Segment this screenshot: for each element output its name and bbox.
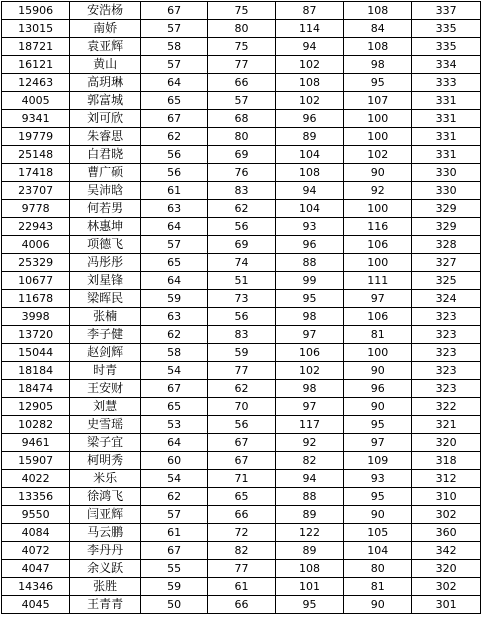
name-cell: 朱睿思 <box>70 128 141 146</box>
table-row <box>2 470 481 488</box>
score-3-cell: 92 <box>275 434 344 452</box>
student-id-cell: 15906 <box>2 2 70 20</box>
student-id-cell: 18474 <box>2 380 70 398</box>
score-2-cell: 62 <box>208 380 275 398</box>
name-cell: 郭富城 <box>70 92 141 110</box>
score-1-cell: 65 <box>141 92 208 110</box>
score-3-cell: 114 <box>275 20 344 38</box>
score-1-cell: 62 <box>141 488 208 506</box>
student-id-cell: 17418 <box>2 164 70 182</box>
table-row <box>2 362 481 380</box>
score-3-cell: 117 <box>275 416 344 434</box>
table-row <box>2 38 481 56</box>
table-row <box>2 578 481 596</box>
score-table-body <box>2 2 481 614</box>
table-row <box>2 146 481 164</box>
total-cell: 325 <box>412 272 481 290</box>
score-1-cell: 63 <box>141 200 208 218</box>
student-id-cell: 10282 <box>2 416 70 434</box>
score-3-cell: 89 <box>275 128 344 146</box>
table-row <box>2 272 481 290</box>
score-4-cell: 81 <box>344 578 412 596</box>
name-cell: 马云鹏 <box>70 524 141 542</box>
table-row <box>2 92 481 110</box>
table-row <box>2 452 481 470</box>
table-row <box>2 560 481 578</box>
score-4-cell: 98 <box>344 56 412 74</box>
score-3-cell: 101 <box>275 578 344 596</box>
score-3-cell: 98 <box>275 308 344 326</box>
name-cell: 梁子宜 <box>70 434 141 452</box>
score-3-cell: 89 <box>275 506 344 524</box>
score-2-cell: 77 <box>208 56 275 74</box>
score-4-cell: 100 <box>344 128 412 146</box>
student-id-cell: 4047 <box>2 560 70 578</box>
score-3-cell: 106 <box>275 344 344 362</box>
score-2-cell: 66 <box>208 506 275 524</box>
table-row <box>2 542 481 560</box>
name-cell: 张胜 <box>70 578 141 596</box>
score-1-cell: 56 <box>141 164 208 182</box>
score-1-cell: 57 <box>141 236 208 254</box>
table-row <box>2 488 481 506</box>
table-row <box>2 326 481 344</box>
score-3-cell: 108 <box>275 164 344 182</box>
score-2-cell: 75 <box>208 38 275 56</box>
score-4-cell: 93 <box>344 470 412 488</box>
score-2-cell: 74 <box>208 254 275 272</box>
score-2-cell: 82 <box>208 542 275 560</box>
score-2-cell: 69 <box>208 146 275 164</box>
score-2-cell: 70 <box>208 398 275 416</box>
score-3-cell: 108 <box>275 74 344 92</box>
score-2-cell: 65 <box>208 488 275 506</box>
table-row <box>2 56 481 74</box>
name-cell: 柯明秀 <box>70 452 141 470</box>
score-3-cell: 104 <box>275 146 344 164</box>
table-row <box>2 164 481 182</box>
name-cell: 史雪瑶 <box>70 416 141 434</box>
score-3-cell: 95 <box>275 290 344 308</box>
student-id-cell: 12905 <box>2 398 70 416</box>
total-cell: 321 <box>412 416 481 434</box>
score-1-cell: 60 <box>141 452 208 470</box>
student-id-cell: 12463 <box>2 74 70 92</box>
name-cell: 刘慧 <box>70 398 141 416</box>
score-3-cell: 94 <box>275 38 344 56</box>
student-id-cell: 11678 <box>2 290 70 308</box>
score-3-cell: 97 <box>275 326 344 344</box>
score-1-cell: 50 <box>141 596 208 614</box>
table-row <box>2 200 481 218</box>
score-4-cell: 81 <box>344 326 412 344</box>
table-row <box>2 218 481 236</box>
score-3-cell: 96 <box>275 110 344 128</box>
name-cell: 袁亚辉 <box>70 38 141 56</box>
score-3-cell: 94 <box>275 182 344 200</box>
name-cell: 闫亚辉 <box>70 506 141 524</box>
table-row <box>2 128 481 146</box>
score-3-cell: 122 <box>275 524 344 542</box>
name-cell: 李子健 <box>70 326 141 344</box>
score-3-cell: 102 <box>275 92 344 110</box>
score-1-cell: 61 <box>141 182 208 200</box>
score-4-cell: 95 <box>344 416 412 434</box>
score-3-cell: 102 <box>275 56 344 74</box>
score-1-cell: 64 <box>141 434 208 452</box>
name-cell: 何若男 <box>70 200 141 218</box>
score-3-cell: 93 <box>275 218 344 236</box>
name-cell: 李丹丹 <box>70 542 141 560</box>
table-row <box>2 236 481 254</box>
score-3-cell: 94 <box>275 470 344 488</box>
name-cell: 林惠坤 <box>70 218 141 236</box>
name-cell: 刘可欣 <box>70 110 141 128</box>
name-cell: 赵剑辉 <box>70 344 141 362</box>
score-4-cell: 97 <box>344 434 412 452</box>
score-table <box>1 1 481 614</box>
score-3-cell: 108 <box>275 560 344 578</box>
score-3-cell: 102 <box>275 362 344 380</box>
score-1-cell: 67 <box>141 380 208 398</box>
score-4-cell: 100 <box>344 110 412 128</box>
score-4-cell: 100 <box>344 254 412 272</box>
total-cell: 324 <box>412 290 481 308</box>
name-cell: 梁晖民 <box>70 290 141 308</box>
score-4-cell: 105 <box>344 524 412 542</box>
table-row <box>2 182 481 200</box>
name-cell: 白君晓 <box>70 146 141 164</box>
score-3-cell: 88 <box>275 254 344 272</box>
score-1-cell: 55 <box>141 560 208 578</box>
score-3-cell: 88 <box>275 488 344 506</box>
total-cell: 335 <box>412 38 481 56</box>
total-cell: 337 <box>412 2 481 20</box>
score-2-cell: 61 <box>208 578 275 596</box>
table-row <box>2 110 481 128</box>
score-4-cell: 100 <box>344 200 412 218</box>
score-1-cell: 54 <box>141 362 208 380</box>
score-1-cell: 57 <box>141 20 208 38</box>
name-cell: 时青 <box>70 362 141 380</box>
table-row <box>2 434 481 452</box>
total-cell: 323 <box>412 326 481 344</box>
score-2-cell: 67 <box>208 434 275 452</box>
score-2-cell: 80 <box>208 128 275 146</box>
total-cell: 331 <box>412 92 481 110</box>
student-id-cell: 25148 <box>2 146 70 164</box>
score-4-cell: 106 <box>344 236 412 254</box>
score-4-cell: 109 <box>344 452 412 470</box>
score-1-cell: 67 <box>141 110 208 128</box>
name-cell: 吴沛晗 <box>70 182 141 200</box>
score-2-cell: 75 <box>208 2 275 20</box>
score-4-cell: 106 <box>344 308 412 326</box>
student-id-cell: 10677 <box>2 272 70 290</box>
total-cell: 312 <box>412 470 481 488</box>
name-cell: 项德飞 <box>70 236 141 254</box>
student-id-cell: 13356 <box>2 488 70 506</box>
student-id-cell: 4072 <box>2 542 70 560</box>
student-id-cell: 9550 <box>2 506 70 524</box>
score-4-cell: 96 <box>344 380 412 398</box>
score-3-cell: 89 <box>275 542 344 560</box>
score-1-cell: 65 <box>141 398 208 416</box>
score-2-cell: 69 <box>208 236 275 254</box>
total-cell: 302 <box>412 506 481 524</box>
total-cell: 301 <box>412 596 481 614</box>
score-1-cell: 59 <box>141 578 208 596</box>
score-1-cell: 53 <box>141 416 208 434</box>
score-2-cell: 76 <box>208 164 275 182</box>
total-cell: 323 <box>412 308 481 326</box>
name-cell: 徐鸿飞 <box>70 488 141 506</box>
total-cell: 323 <box>412 380 481 398</box>
score-4-cell: 107 <box>344 92 412 110</box>
table-row <box>2 506 481 524</box>
score-4-cell: 108 <box>344 38 412 56</box>
name-cell: 高玥琳 <box>70 74 141 92</box>
score-1-cell: 62 <box>141 326 208 344</box>
student-id-cell: 4084 <box>2 524 70 542</box>
student-id-cell: 25329 <box>2 254 70 272</box>
score-4-cell: 80 <box>344 560 412 578</box>
table-row <box>2 290 481 308</box>
total-cell: 331 <box>412 110 481 128</box>
table-row <box>2 416 481 434</box>
name-cell: 王青青 <box>70 596 141 614</box>
table-row <box>2 344 481 362</box>
score-1-cell: 56 <box>141 146 208 164</box>
score-3-cell: 97 <box>275 398 344 416</box>
total-cell: 322 <box>412 398 481 416</box>
score-2-cell: 56 <box>208 308 275 326</box>
student-id-cell: 18721 <box>2 38 70 56</box>
name-cell: 王安财 <box>70 380 141 398</box>
total-cell: 320 <box>412 434 481 452</box>
name-cell: 安浩杨 <box>70 2 141 20</box>
student-id-cell: 23707 <box>2 182 70 200</box>
name-cell: 刘星锋 <box>70 272 141 290</box>
total-cell: 333 <box>412 74 481 92</box>
table-row <box>2 254 481 272</box>
score-2-cell: 59 <box>208 344 275 362</box>
score-4-cell: 90 <box>344 506 412 524</box>
score-3-cell: 104 <box>275 200 344 218</box>
score-2-cell: 77 <box>208 560 275 578</box>
table-row <box>2 596 481 614</box>
score-4-cell: 100 <box>344 344 412 362</box>
score-3-cell: 96 <box>275 236 344 254</box>
name-cell: 曹广硕 <box>70 164 141 182</box>
score-4-cell: 90 <box>344 596 412 614</box>
score-3-cell: 95 <box>275 596 344 614</box>
score-3-cell: 82 <box>275 452 344 470</box>
score-4-cell: 116 <box>344 218 412 236</box>
score-3-cell: 98 <box>275 380 344 398</box>
score-1-cell: 62 <box>141 128 208 146</box>
total-cell: 328 <box>412 236 481 254</box>
score-1-cell: 58 <box>141 344 208 362</box>
student-id-cell: 15907 <box>2 452 70 470</box>
total-cell: 323 <box>412 344 481 362</box>
total-cell: 331 <box>412 128 481 146</box>
student-id-cell: 9461 <box>2 434 70 452</box>
score-2-cell: 56 <box>208 218 275 236</box>
student-id-cell: 9341 <box>2 110 70 128</box>
student-id-cell: 15044 <box>2 344 70 362</box>
total-cell: 334 <box>412 56 481 74</box>
score-1-cell: 57 <box>141 506 208 524</box>
student-id-cell: 18184 <box>2 362 70 380</box>
total-cell: 330 <box>412 164 481 182</box>
table-row <box>2 380 481 398</box>
score-1-cell: 64 <box>141 74 208 92</box>
total-cell: 327 <box>412 254 481 272</box>
name-cell: 南娇 <box>70 20 141 38</box>
total-cell: 331 <box>412 146 481 164</box>
student-id-cell: 13720 <box>2 326 70 344</box>
score-4-cell: 90 <box>344 398 412 416</box>
total-cell: 335 <box>412 20 481 38</box>
name-cell: 冯彤彤 <box>70 254 141 272</box>
score-3-cell: 99 <box>275 272 344 290</box>
student-id-cell: 13015 <box>2 20 70 38</box>
score-1-cell: 67 <box>141 2 208 20</box>
student-id-cell: 16121 <box>2 56 70 74</box>
score-1-cell: 61 <box>141 524 208 542</box>
score-4-cell: 97 <box>344 290 412 308</box>
score-1-cell: 67 <box>141 542 208 560</box>
student-id-cell: 4022 <box>2 470 70 488</box>
student-id-cell: 22943 <box>2 218 70 236</box>
score-2-cell: 62 <box>208 200 275 218</box>
score-4-cell: 92 <box>344 182 412 200</box>
total-cell: 310 <box>412 488 481 506</box>
total-cell: 323 <box>412 362 481 380</box>
student-id-cell: 9778 <box>2 200 70 218</box>
score-4-cell: 102 <box>344 146 412 164</box>
score-1-cell: 65 <box>141 254 208 272</box>
score-2-cell: 66 <box>208 596 275 614</box>
score-2-cell: 73 <box>208 290 275 308</box>
table-row <box>2 20 481 38</box>
score-2-cell: 67 <box>208 452 275 470</box>
student-id-cell: 4005 <box>2 92 70 110</box>
table-row <box>2 524 481 542</box>
score-4-cell: 90 <box>344 164 412 182</box>
score-2-cell: 51 <box>208 272 275 290</box>
score-1-cell: 64 <box>141 272 208 290</box>
score-4-cell: 95 <box>344 488 412 506</box>
score-2-cell: 57 <box>208 92 275 110</box>
score-1-cell: 57 <box>141 56 208 74</box>
score-2-cell: 80 <box>208 20 275 38</box>
total-cell: 302 <box>412 578 481 596</box>
name-cell: 余义跃 <box>70 560 141 578</box>
score-4-cell: 95 <box>344 74 412 92</box>
student-id-cell: 19779 <box>2 128 70 146</box>
score-4-cell: 104 <box>344 542 412 560</box>
total-cell: 329 <box>412 218 481 236</box>
table-row <box>2 308 481 326</box>
student-id-cell: 4045 <box>2 596 70 614</box>
score-2-cell: 71 <box>208 470 275 488</box>
total-cell: 318 <box>412 452 481 470</box>
total-cell: 320 <box>412 560 481 578</box>
table-row <box>2 398 481 416</box>
score-1-cell: 59 <box>141 290 208 308</box>
student-id-cell: 3998 <box>2 308 70 326</box>
score-4-cell: 111 <box>344 272 412 290</box>
score-1-cell: 64 <box>141 218 208 236</box>
total-cell: 329 <box>412 200 481 218</box>
total-cell: 360 <box>412 524 481 542</box>
score-2-cell: 56 <box>208 416 275 434</box>
student-id-cell: 14346 <box>2 578 70 596</box>
score-2-cell: 68 <box>208 110 275 128</box>
total-cell: 342 <box>412 542 481 560</box>
table-row <box>2 74 481 92</box>
score-3-cell: 87 <box>275 2 344 20</box>
name-cell: 米乐 <box>70 470 141 488</box>
total-cell: 330 <box>412 182 481 200</box>
score-1-cell: 54 <box>141 470 208 488</box>
name-cell: 黄山 <box>70 56 141 74</box>
score-2-cell: 77 <box>208 362 275 380</box>
score-2-cell: 72 <box>208 524 275 542</box>
score-4-cell: 90 <box>344 362 412 380</box>
score-1-cell: 63 <box>141 308 208 326</box>
table-row <box>2 2 481 20</box>
score-1-cell: 58 <box>141 38 208 56</box>
student-id-cell: 4006 <box>2 236 70 254</box>
score-2-cell: 66 <box>208 74 275 92</box>
score-2-cell: 83 <box>208 326 275 344</box>
score-2-cell: 83 <box>208 182 275 200</box>
score-4-cell: 108 <box>344 2 412 20</box>
name-cell: 张楠 <box>70 308 141 326</box>
score-4-cell: 84 <box>344 20 412 38</box>
